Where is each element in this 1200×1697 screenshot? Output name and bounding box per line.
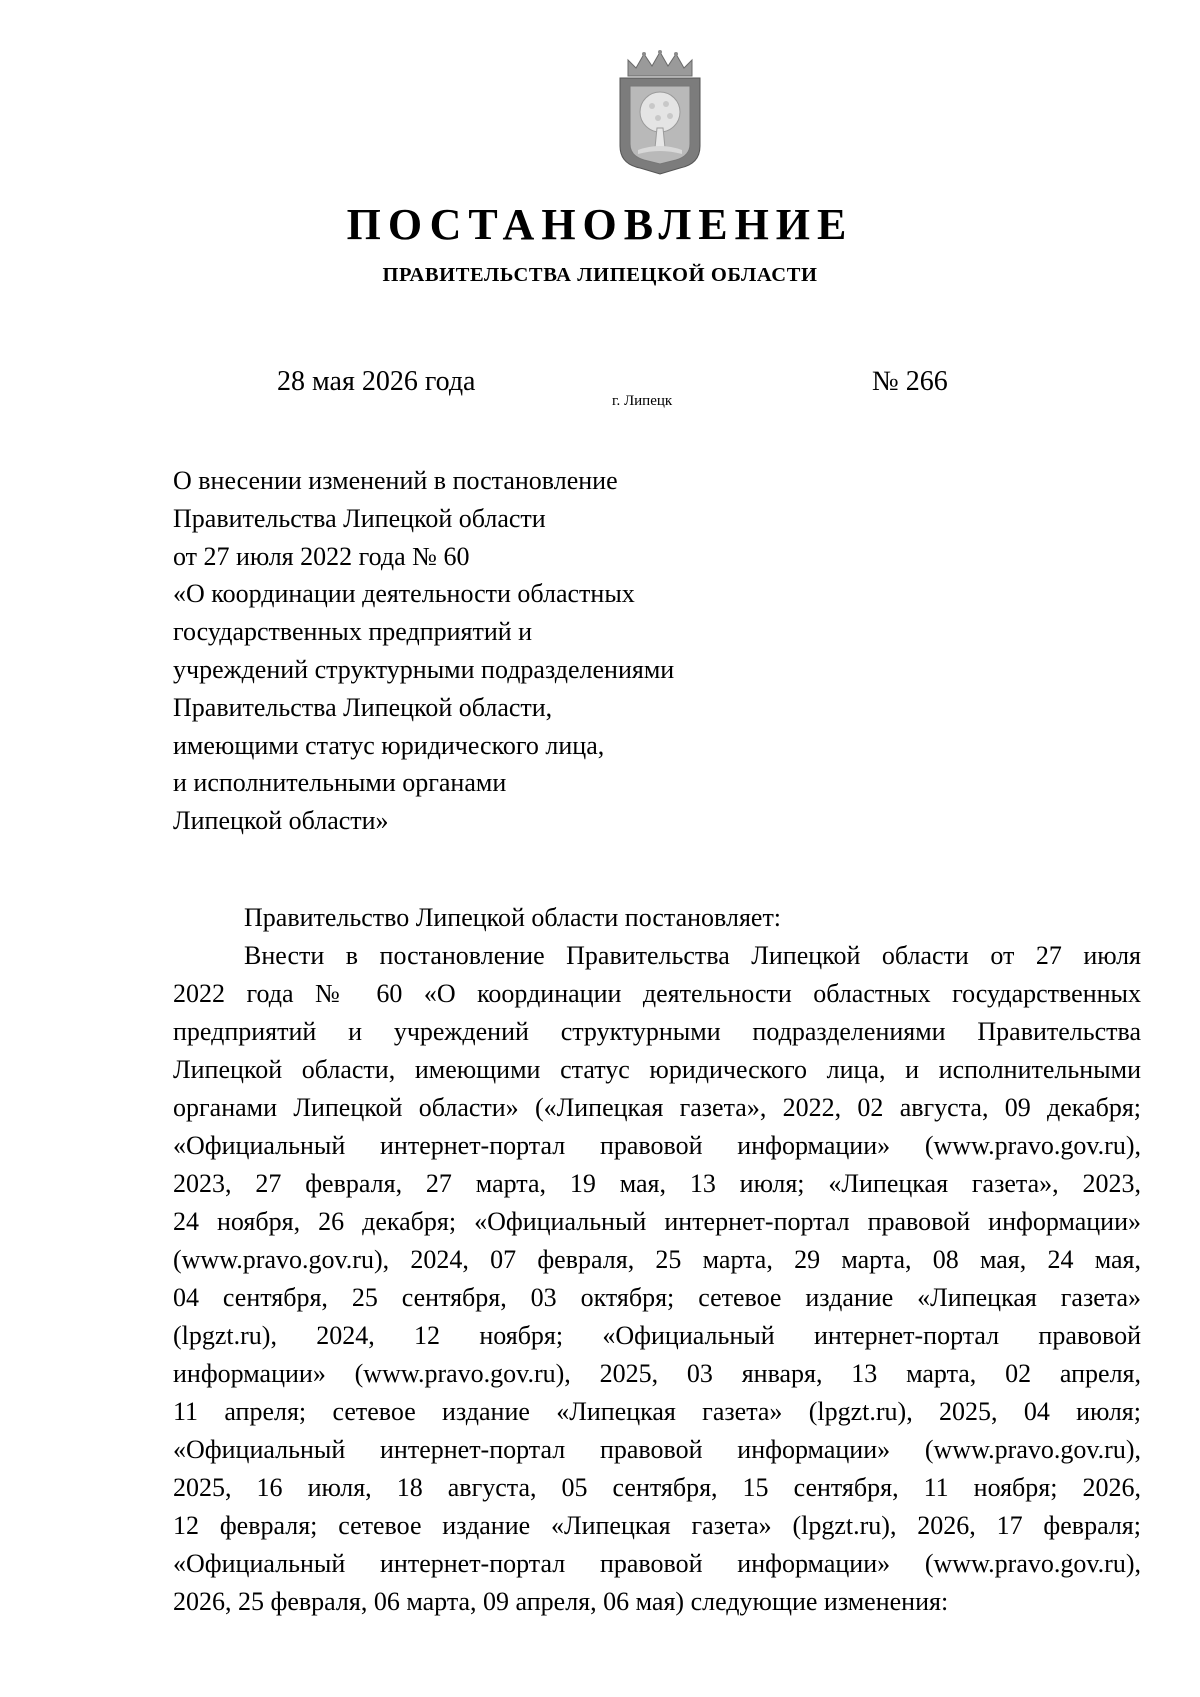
subject-line: Правительства Липецкой области, xyxy=(173,692,553,722)
document-subject xyxy=(173,462,773,840)
coat-of-arms-icon xyxy=(614,50,706,178)
subject-line: учреждений структурными подразделениями xyxy=(173,654,675,684)
body-line: 2023, 27 февраля, 27 марта, 19 мая, 13 июля; «Липецкая газета», 2023, xyxy=(173,1169,1141,1198)
document-city: г. Липецк xyxy=(612,393,673,409)
subject-line: государственных предприятий и xyxy=(173,617,533,647)
amendment-paragraph xyxy=(173,937,1141,1621)
body-line: 2026, 25 февраля, 06 марта, 09 апреля, 06 мая) следующие изменения: xyxy=(173,1587,949,1616)
body-line: 2025, 16 июля, 18 августа, 05 сентября, 15 сентября, 11 ноября; 2026, xyxy=(173,1473,1141,1502)
subject-line: О внесении изменений в постановление xyxy=(173,466,618,495)
subject-line: Липецкой области» xyxy=(173,806,389,836)
body-line: «Официальный интернет-портал правовой информации» (www.pravo.gov.ru), xyxy=(173,1131,1141,1160)
body-line: Внести в постановление Правительства Липецкой области от 27 июля xyxy=(244,941,1141,970)
body-line: Липецкой области, имеющими статус юридического лица, и исполнительными xyxy=(173,1055,1141,1084)
body-line: «Официальный интернет-портал правовой информации» (www.pravo.gov.ru), xyxy=(173,1435,1141,1464)
body-line: органами Липецкой области» («Липецкая газета», 2022, 02 августа, 09 декабря; xyxy=(173,1093,1141,1122)
body-line: 2022 года № 60 «О координации деятельности областных государственных xyxy=(173,979,1141,1008)
body-line: (www.pravo.gov.ru), 2024, 07 февраля, 25 марта, 29 марта, 08 мая, 24 мая, xyxy=(173,1245,1141,1274)
body-line: информации» (www.pravo.gov.ru), 2025, 03 января, 13 марта, 02 апреля, xyxy=(173,1359,1141,1388)
body-line: предприятий и учреждений структурными подразделениями Правительства xyxy=(173,1017,1141,1046)
body-line: 04 сентября, 25 сентября, 03 октября; сетевое издание «Липецкая газета» xyxy=(173,1283,1141,1312)
subject-line: Правительства Липецкой области xyxy=(173,503,546,533)
body-line: 12 февраля; сетевое издание «Липецкая газета» (lpgzt.ru), 2026, 17 февраля; xyxy=(173,1511,1141,1540)
document-body xyxy=(173,899,1141,1621)
body-line: 11 апреля; сетевое издание «Липецкая газета» (lpgzt.ru), 2025, 04 июля; xyxy=(173,1397,1141,1426)
document-issuer: ПРАВИТЕЛЬСТВА ЛИПЕЦКОЙ ОБЛАСТИ xyxy=(382,264,818,286)
body-line: (lpgzt.ru), 2024, 12 ноября; «Официальный интернет-портал правовой xyxy=(173,1321,1141,1350)
subject-line: «О координации деятельности областных xyxy=(173,579,635,609)
preamble-paragraph: Правительство Липецкой области постановляет: xyxy=(244,903,782,932)
document-date: 28 мая 2026 года xyxy=(277,366,476,397)
body-line: «Официальный интернет-портал правовой информации» (www.pravo.gov.ru), xyxy=(173,1549,1141,1578)
document-number: № 266 xyxy=(872,366,948,397)
subject-line: от 27 июля 2022 года № 60 xyxy=(173,541,470,571)
subject-line: имеющими статус юридического лица, xyxy=(173,730,605,760)
subject-line: и исполнительными органами xyxy=(173,768,507,798)
body-line: 24 ноября, 26 декабря; «Официальный интернет-портал правовой информации» xyxy=(173,1207,1141,1236)
document-title: ПОСТАНОВЛЕНИЕ xyxy=(346,200,854,249)
